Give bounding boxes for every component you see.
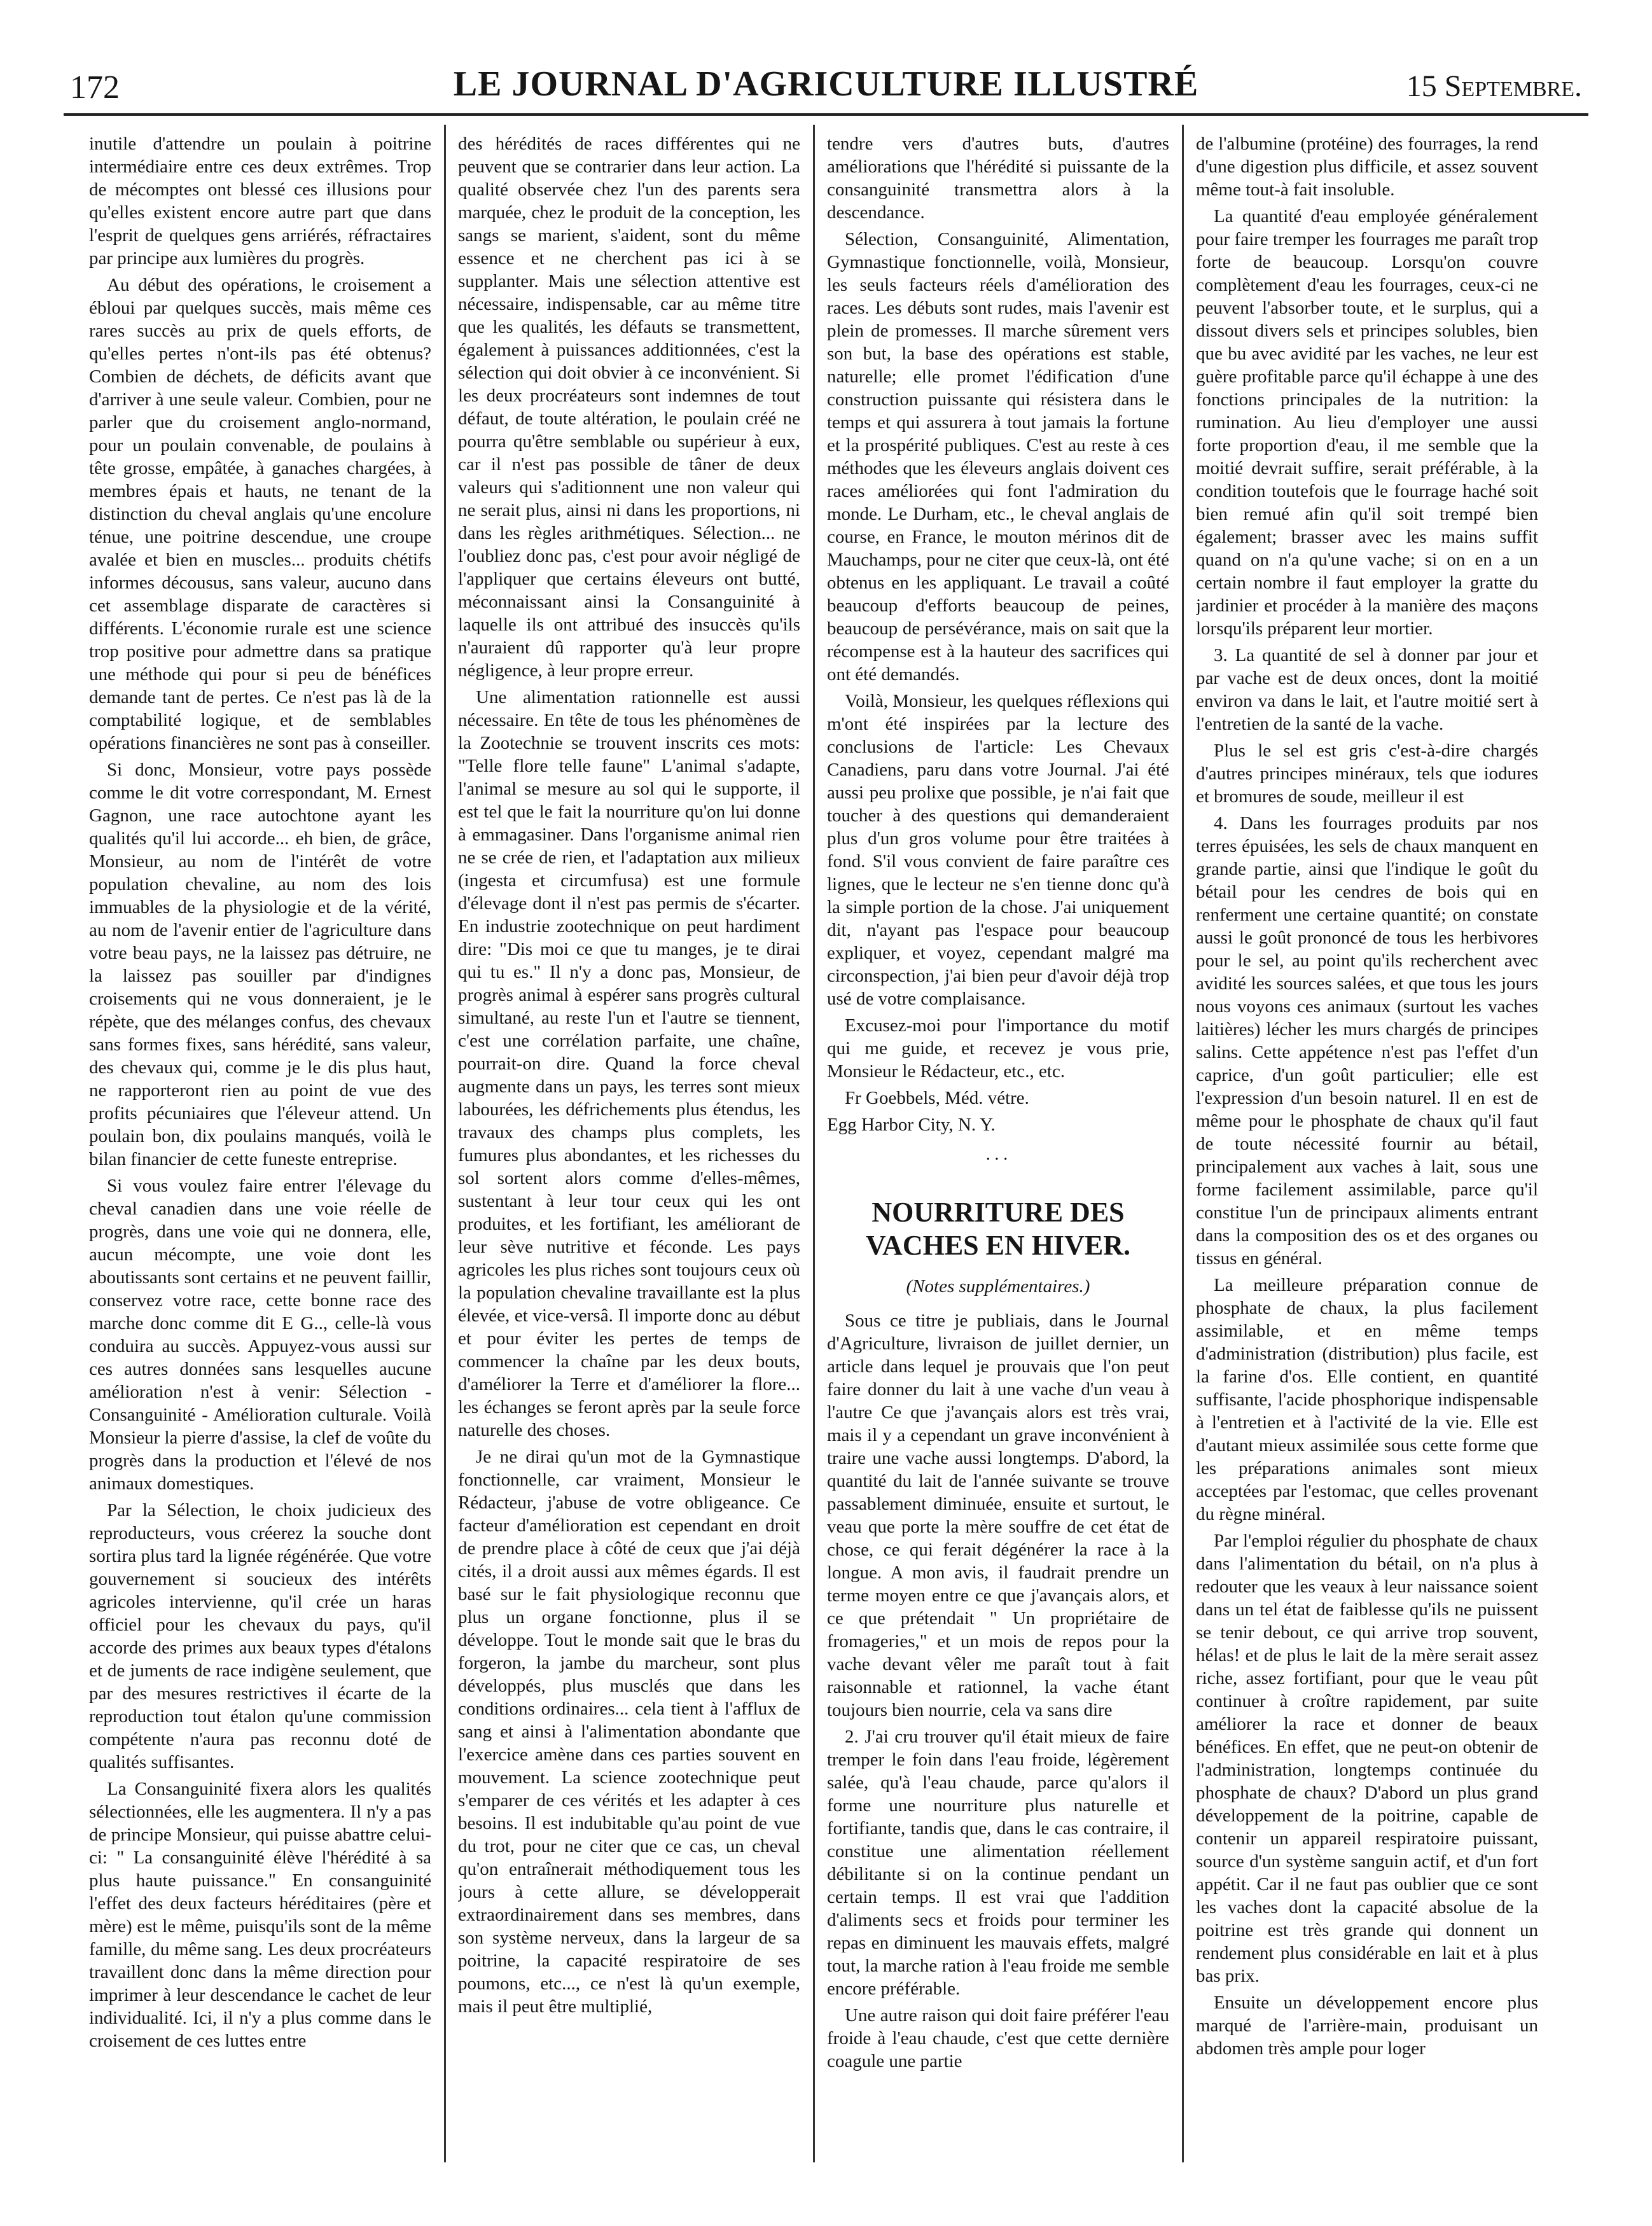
paragraph: La meilleure préparation connue de phosphate de chaux, la plus facilement assimilable, et en même temps d'administration (distribution) plus facile, est la farine d'os. Elle contient, en quantité suffisante, l'acide phosphorique indispensable à l'entretien et à l'activité de la vie. Elle est d'autant mieux assimilée sous cette forme que les préparations animales sont mieux acceptées par l'estomac, que celles provenant du règne minéral. xyxy=(1196,1275,1538,1524)
paragraph: Si vous voulez faire entrer l'élevage du cheval canadien dans une voie réelle de progrès, dans une voie qui ne donnera, elle, aucun mécompte, une voie dont les aboutissants sont certains et ne peuvent faillir, conservez votre race, cette bonne race des marche donc comme dit E G.., celle-là vous conduira au succès. Appuyez-vous aussi sur ces autres données sans lesquelles aucune amélioration n'est à venir: Sélection - Consanguinité - Amélioration culturale. Voilà Monsieur la pierre d'assise, la clef de voûte du progrès dans la production et l'élevé de nos animaux domestiques. xyxy=(89,1176,431,1494)
paragraph: 2. J'ai cru trouver qu'il était mieux de faire tremper le foin dans l'eau froide, légèrement salée, qu'à l'eau chaude, parce qu'alors il forme une nourriture plus naturelle et fortifiante, tandis que, dans le cas contraire, il constitue une alimentation réellement débilitante si on la continue pendant un certain temps. Il est vrai que l'addition d'aliments secs et froids pour terminer les repas en diminuent les mauvais effets, malgré tout, la marche ration à l'eau froide me semble encore préférable. xyxy=(827,1727,1169,1999)
article-heading: NOURRITURE DES VACHES EN HIVER. xyxy=(865,1197,1131,1261)
paragraph: des hérédités de races différentes qui ne peuvent que se contrarier dans leur action. La qualité observée chez l'un des parents sera marquée, chez le produit de la conception, les sangs se marient, s'aident, sont du même essence et ne cherchent pas ici à se supplanter. Mais une sélection attentive est nécessaire, indispensable, car au même titre que les qualités, les défauts se transmettent, également à puissances additionnées, c'est la sélection qui doit obvier à ce inconvénient. Si les deux procréateurs sont indemnes de tout défaut, de toute altération, le poulain créé ne pourra qu'être semblable ou supérieur à eux, car il n'est pas possible de tâner de deux valeurs qui s'aditionnent une non valeur qui ne serait plus, ainsi ni dans les proportions, ni dans les règles arithmétiques. Sélection... ne l'oubliez donc pas, c'est pour avoir négligé de l'appliquer que certains éleveurs ont butté, méconnaissant ainsi la Consanguinité à laquelle ils ont attribué des insuccès qu'ils n'auraient dû rapporter qu'à leur propre négligence, à leur propre erreur. xyxy=(458,134,800,681)
paragraph: Si donc, Monsieur, votre pays possède comme le dit votre correspondant, M. Ernest Gagnon, une race autochtone ayant les qualités qu'il lui accorde... eh bien, de grâce, Monsieur, au nom de l'intérêt de votre population chevaline, au nom des lois immuables de la physiologie et de la vérité, au nom de l'avenir entier de l'agriculture dans votre beau pays, ne la laissez pas détruire, ne la laissez pas souiller par d'indignes croisements qui ne vous donneraient, je le répète, que des mélanges confus, des chevaux sans formes fixes, sans hérédité, sans valeur, des chevaux qui, comme je le dis plus haut, ne rapporteront rien au point de vue des profits pécuniaires que l'éleveur attend. Un poulain bon, dix poulains manqués, voilà le bilan financier de cette funeste entreprise. xyxy=(89,760,431,1169)
paragraph: 3. La quantité de sel à donner par jour et par vache est de deux onces, dont la moitié environ va dans le lait, et l'autre moitié sert à l'entretien de la santé de la vache. xyxy=(1196,645,1538,734)
paragraph: Par l'emploi régulier du phosphate de chaux dans l'alimentation du bétail, on n'a plus à redouter que les veaux à leur naissance soient dans un tel état de faiblesse qu'ils ne puissent se tenir debout, ce qui arrive trop souvent, hélas! et de plus le lait de la mère serait assez riche, assez fortifiant, pour que le veau pût continuer à croître rapidement, par suite améliorer la race et donner de beaux bénéfices. En effet, que ne peut-on obtenir de l'administration, longtemps continuée du phosphate de chaux? D'abord un plus grand développement de la poitrine, capable de contenir un appareil respiratoire puissant, source d'un système sanguin actif, et d'un fort appétit. Car il ne faut pas oublier que ce sont les vaches dont la capacité absolue de la poitrine est très grande qui donnent un rendement plus considérable en lait et à plus bas prix. xyxy=(1196,1531,1538,1986)
paragraph: La Consanguinité fixera alors les qualités sélectionnées, elle les augmentera. Il n'y a pas de principe Monsieur, qui puisse abattre celui-ci: " La consanguinité élève l'hérédité à sa plus haute puissance." En consanguinité l'effet des deux facteurs héréditaires (père et mère) est le même, puisqu'ils sont de la même famille, du même sang. Les deux procréateurs travaillent donc dans la même direction pour imprimer à leur descendance le cachet de leur individualité. Ici, il n'y a plus comme dans le croisement de ces luttes entre xyxy=(89,1779,431,2051)
page-header xyxy=(70,56,1582,108)
paragraph: 4. Dans les fourrages produits par nos terres épuisées, les sels de chaux manquent en grande partie, ainsi que l'indique le goût du bétail pour les cendres de bois qui en renferment une certaine quantité; on constate aussi le goût prononcé de tous les herbivores pour le sel, au point qu'ils recherchent avec avidité les sources salées, et que tous les jours nous voyons ces animaux (surtout les vaches laitières) lécher les murs chargés de principes salins. Cette appétence n'est pas l'effet d'un caprice, d'un goût particulier; elle est l'expression d'un besoin naturel. Il en est de même pour le phosphate de chaux qu'il faut de toute nécessité fournir au bétail, principalement aux vaches à lait, sous une forme facilement assimilable, parce qu'il constitue l'un de principaux aliments entrant dans la composition des os et des organes ou tissus en général. xyxy=(1196,813,1538,1269)
paragraph: Au début des opérations, le croisement a ébloui par quelques succès, mais même ces rares succès au prix de quels efforts, de qu'elles pertes n'ont-ils pas été obtenus? Combien de déchets, de déficits avant que d'arriver à une seule valeur. Combien, pour ne parler que du croisement anglo-normand, pour un poulain convenable, de poulains à tête grosse, empâtée, à ganaches chargées, à membres épais et hauts, ne tenant de la distinction du cheval anglais qu'une encolure ténue, une poitrine descendue, une croupe avalée et bien en muscles... produits chétifs informes décousus, sans valeur, aucuno dans cet assemblage disparate de caractères si différents. L'économie rurale est une science trop positive pour admettre dans sa pratique une méthode qui pour si peu de bénéfices demande tant de pertes. Ce n'est pas là de la comptabilité logique, et de semblables opérations financières ne sont pas à conseiller. xyxy=(89,275,431,753)
letter-signature: Fr Goebbels, Méd. vétre. xyxy=(845,1088,1029,1108)
paragraph: de l'albumine (protéine) des fourrages, la rend d'une digestion plus difficile, et assez souvent même tout-à fait insoluble. xyxy=(1196,134,1538,200)
column-divider xyxy=(813,125,815,2162)
column-1 xyxy=(89,132,431,2155)
paragraph: tendre vers d'autres buts, d'autres améliorations que l'hérédité si puissante de la consanguinité transmettra alors à la descendance. xyxy=(827,134,1169,223)
paragraph: Plus le sel est gris c'est-à-dire chargés d'autres principes minéraux, tels que iodures et bromures de soude, meilleur il est xyxy=(1196,741,1538,807)
column-2 xyxy=(458,132,800,2155)
journal-title: LE JOURNAL D'AGRICULTURE ILLUSTRÉ xyxy=(453,64,1199,104)
column-divider xyxy=(1182,125,1184,2162)
paragraph: Une autre raison qui doit faire préférer l'eau froide à l'eau chaude, c'est que cette dernière coagule une partie xyxy=(827,2005,1169,2071)
paragraph: La quantité d'eau employée généralement pour faire tremper les fourrages me paraît trop forte de beaucoup. Lorsqu'on couvre complètement d'eau les fourrages, ceux-ci ne peuvent l'absorber toute, et le surplus, qui a dissout divers sels et principes solubles, bien que bu avec avidité par les vaches, ne leur est guère profitable parce qu'il échappe à une des fonctions principales de la nutrition: la rumination. Au lieu d'employer une aussi forte proportion d'eau, il me semble que la moitié devrait suffire, serait préférable, à la condition toutefois que le fourrage haché soit bien remué afin qu'il soit trempé bien également; brasser avec les mains suffit quand on n'a qu'une vache; si on en a un certain nombre il faut employer la gratte du jardinier et procéder à la manière des maçons lorsqu'ils préparent leur mortier. xyxy=(1196,206,1538,639)
column-3 xyxy=(827,132,1169,2155)
paragraph: Excusez-moi pour l'importance du motif qui me guide, et recevez je vous prie, Monsieur le Rédacteur, etc., etc. xyxy=(827,1015,1169,1082)
issue-date: 15 Septembre. xyxy=(1406,69,1582,103)
paragraph: inutile d'attendre un poulain à poitrine intermédiaire entre ces deux extrêmes. Trop de mécomptes ont blessé ces illusions pour qu'elles existent encore autre part que dans l'esprit de quelques gens arriérés, réfractaires par principe aux lumières du progrès. xyxy=(89,134,431,268)
article-subheading: (Notes supplémentaires.) xyxy=(906,1276,1090,1297)
paragraph: Ensuite un développement encore plus marqué de l'arrière-main, produisant un abdomen très ample pour loger xyxy=(1196,1993,1538,2059)
paragraph: Sous ce titre je publiais, dans le Journal d'Agriculture, livraison de juillet dernier, un article dans lequel je prouvais que l'on peut faire donner du lait à une vache d'un veau à l'autre Ce que j'avançais alors est très vrai, mais il y a cependant un grave inconvénient à traire une vache aussi longtemps. D'abord, la quantité du lait de l'année suivante se trouve passablement diminuée, ensuite et surtout, le veau que porte la mère souffre de cet état de chose, ce qui ferait dégénérer la race à la longue. A mon avis, il faudrait prendre un terme moyen entre ce que j'avançais alors, et ce que prétendait " Un propriétaire de fromageries," et un mois de repos pour la vache devant vêler me paraît tout à fait raisonnable et rationnel, la vache étant toujours bien nourrie, cela va sans dire xyxy=(827,1311,1169,1720)
letter-location: Egg Harbor City, N. Y. xyxy=(827,1115,996,1135)
section-separator: ··· xyxy=(985,1149,1011,1169)
paragraph: Par la Sélection, le choix judicieux des reproducteurs, vous créerez la souche dont sortira plus tard la lignée régénérée. Que votre gouvernement si soucieux des intérêts agricoles intervienne, qu'il crée un haras officiel pour les chevaux du pays, qu'il accorde des primes aux beaux types d'étalons et de juments de race indigène seulement, que par des mesures restrictives il écarte de la reproduction tout étalon qu'une commission compétente n'aura pas reconnu doté de qualités suffisantes. xyxy=(89,1500,431,1772)
paragraph: Une alimentation rationnelle est aussi nécessaire. En tête de tous les phénomènes de la Zootechnie se trouvent inscrits ces mots: "Telle flore telle faune" L'animal s'adapte, l'animal se mesure au sol qui le supporte, il est tel que le fait la nourriture qu'on lui donne à emmagasiner. Dans l'organisme animal rien ne se crée de rien, et l'adaptation aux milieux (ingesta et circumfusa) est une formule d'élevage dont il n'est pas permis de s'écarter. En industrie zootechnique on peut hardiment dire: "Dis moi ce que tu manges, je te dirai qui tu es." Il n'y a donc pas, Monsieur, de progrès animal à espérer sans progrès cultural simultané, au reste l'un et l'autre se tiennent, c'est une corrélation parfaite, une chaîne, pourrait-on dire. Quand la force cheval augmente dans un pays, les terres sont mieux labourées, les défrichements plus étendus, les travaux des champs plus complets, les fumures plus abondantes, et les richesses du sol sortent alors comme d'elles-mêmes, sustentant à leur tour ceux qui les ont produites, et les fortifiant, les améliorant de leur sève nutritive et féconde. Les pays agricoles les plus riches sont toujours ceux où la population chevaline travaillante est la plus élevée, et vice-versâ. Il importe donc au début et pour éviter les pertes de temps de commencer la chaîne par les deux bouts, d'améliorer la Terre et d'améliorer la flore... les échanges se feront après par la seule force naturelle des choses. xyxy=(458,687,800,1440)
column-4 xyxy=(1196,132,1538,2155)
column-divider xyxy=(444,125,446,2162)
paragraph: Sélection, Consanguinité, Alimentation, Gymnastique fonctionnelle, voilà, Monsieur, les seuls facteurs réels d'amélioration des races. Les débuts sont rudes, mais l'avenir est plein de promesses. Il marche sûrement vers son but, la base des opérations est stable, naturelle; elle promet l'édification d'une construction puissante qui résistera dans le temps et qui assurera à tout jamais la fortune et la prospérité publiques. C'est au reste à ces méthodes que les éleveurs anglais doivent ces races améliorées qui font l'admiration du monde. Le Durham, etc., le cheval anglais de course, en France, le mouton mérinos dit de Mauchamps, pour ne citer que ceux-là, ont été obtenus en les appliquant. Le travail a coûté beaucoup d'efforts beaucoup de peines, beaucoup de persévérance, mais on sait que la récompense est à la hauteur des sacrifices qui ont été demandés. xyxy=(827,229,1169,685)
page-number: 172 xyxy=(70,69,120,106)
paragraph: Voilà, Monsieur, les quelques réflexions qui m'ont été inspirées par la lecture des conclusions de l'article: Les Chevaux Canadiens, paru dans votre Journal. J'ai été aussi peu prolixe que possible, je n'ai fait que toucher à des questions qui demanderaient plus d'un gros volume pour être traitées à fond. S'il vous convient de faire paraître ces lignes, que le lecteur ne s'en tienne donc qu'à la simple portion de la chose. J'ai uniquement dit, n'ayant pas l'espace pour beaucoup expliquer, et voyez, cependant malgré ma circonspection, j'ai bien peur d'avoir déjà trop usé de votre complaisance. xyxy=(827,691,1169,1009)
paragraph: Je ne dirai qu'un mot de la Gymnastique fonctionnelle, car vraiment, Monsieur le Rédacteur, j'abuse de votre obligeance. Ce facteur d'amélioration est cependant en droit de prendre place à côté de ceux que j'ai déjà cités, il a droit aussi aux mêmes égards. Il est basé sur le fait physiologique reconnu que plus un organe fonctionne, plus il se développe. Tout le monde sait que le bras du forgeron, la jambe du marcheur, sont plus développés, plus musclés que dans les conditions ordinaires... cela tient à l'afflux de sang et ainsi à l'alimentation abondante que l'exercice amène dans ces parties souvent en mouvement. La science zootechnique peut s'emparer de ces vérités et les adapter à ces besoins. Il est indubitable qu'au point de vue du trot, pour ne citer que ce cas, un cheval qu'on entraînerait méthodiquement tous les jours à cette allure, se développerait extraordinairement dans ses membres, dans son système nerveux, dans la largeur de sa poitrine, la capacité respiratoire de ses poumons, etc..., ce n'est là qu'un exemple, mais il peut être multiplié, xyxy=(458,1447,800,2017)
header-rule xyxy=(64,113,1588,116)
